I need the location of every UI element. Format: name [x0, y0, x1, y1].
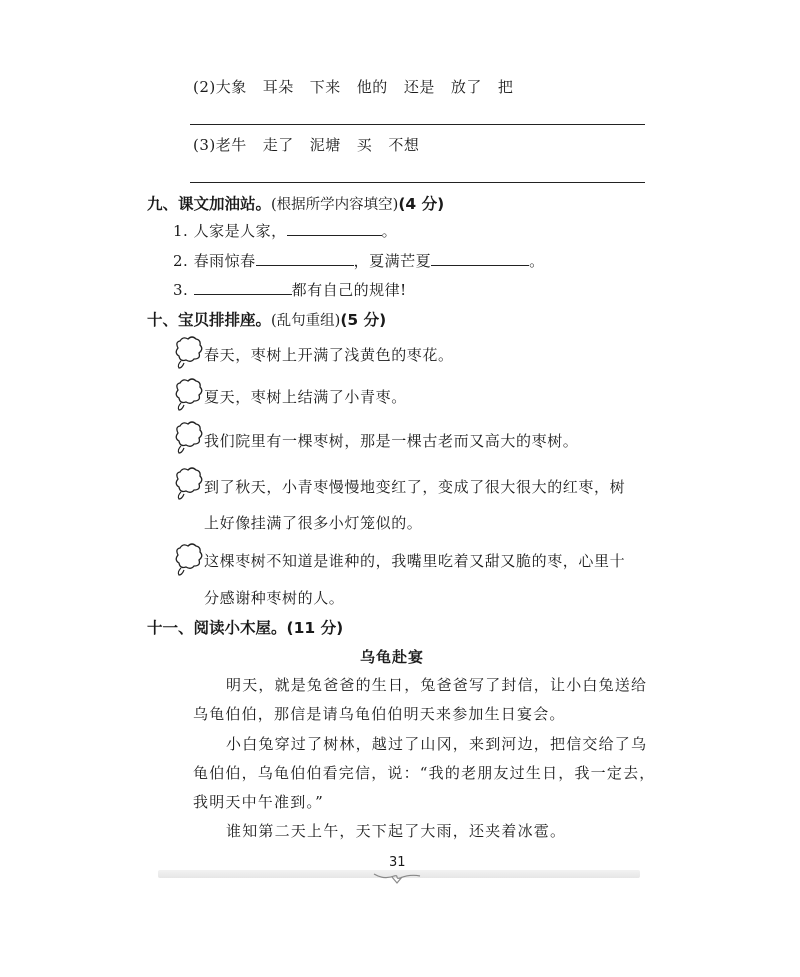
section-title: 十、宝贝排排座。	[147, 311, 272, 329]
story-line: 谁知第二天上午，天下起了大雨，还夹着冰雹。	[226, 822, 567, 840]
item-text: 2. 春雨惊春	[173, 252, 256, 270]
item-text: 。	[381, 222, 398, 240]
question-2	[193, 76, 529, 97]
section-9-heading	[147, 192, 444, 214]
word: 走了	[262, 136, 294, 154]
page-ornament-icon	[372, 870, 422, 884]
sentence-text: 这棵枣树不知道是谁种的，我嘴里吃着又甜又脆的枣，心里十	[204, 552, 626, 570]
word: 买	[356, 136, 373, 154]
word: 老牛	[215, 136, 247, 154]
word: 泥塘	[309, 136, 341, 154]
word: 耳朵	[262, 78, 294, 96]
story-line: 龟伯伯，乌龟伯伯看完信，说：“我的老朋友过生日，我一定去，	[193, 764, 656, 782]
sentence-text: 到了秋天，小青枣慢慢地变红了，变成了很大很大的红枣，树	[204, 478, 626, 496]
sentence-text: 春天，枣树上开满了浅黄色的枣花。	[204, 346, 454, 364]
sentence-text: 上好像挂满了很多小灯笼似的。	[204, 514, 423, 532]
section-score: (4 分)	[398, 195, 445, 213]
page-number: 31	[389, 855, 406, 870]
question-number: (3)	[193, 136, 216, 154]
word: 还是	[403, 78, 435, 96]
scramble-sentence	[204, 476, 625, 497]
fill-blank[interactable]	[431, 251, 529, 266]
item-text: 3.	[173, 281, 194, 299]
word: 放了	[450, 78, 482, 96]
cloud-bubble-icon[interactable]	[172, 335, 204, 369]
fill-blank[interactable]	[194, 280, 292, 295]
cloud-bubble-icon[interactable]	[172, 466, 204, 500]
scramble-sentence-continued	[204, 512, 422, 533]
answer-line[interactable]	[190, 124, 645, 125]
question-3	[193, 134, 435, 155]
story-line: 明天，就是兔爸爸的生日，兔爸爸写了封信，让小白兔送给	[226, 676, 648, 694]
item-text: ，夏满芒夏	[353, 252, 432, 270]
story-title: 乌龟赴宴	[360, 648, 425, 666]
section-11-heading	[147, 616, 343, 638]
cloud-bubble-icon[interactable]	[172, 420, 204, 454]
item-text: 都有自己的规律!	[291, 281, 407, 299]
word: 把	[497, 78, 514, 96]
scramble-sentence	[204, 386, 407, 407]
section-title: 十一、阅读小木屋。	[147, 619, 287, 637]
sentence-text: 我们院里有一棵枣树，那是一棵古老而又高大的枣树。	[204, 432, 579, 450]
section-score: (5 分)	[340, 311, 387, 329]
scramble-sentence	[204, 430, 578, 451]
fill-item-1	[173, 220, 397, 241]
word: 不想	[388, 136, 420, 154]
word: 大象	[215, 78, 247, 96]
item-text: 1. 人家是人家，	[173, 222, 287, 240]
section-title: 九、课文加油站。	[147, 195, 272, 213]
cloud-bubble-icon[interactable]	[172, 542, 204, 576]
sentence-text: 夏天，枣树上结满了小青枣。	[204, 388, 407, 406]
story-line: 乌龟伯伯，那信是请乌龟伯伯明天来参加生日宴会。	[193, 705, 566, 723]
word: 他的	[356, 78, 388, 96]
question-number: (2)	[193, 78, 216, 96]
word: 下来	[309, 78, 341, 96]
fill-blank[interactable]	[256, 251, 354, 266]
scramble-sentence	[204, 550, 625, 571]
section-note: (乱句重组)	[271, 313, 341, 329]
fill-item-2	[173, 250, 545, 271]
fill-item-3	[173, 279, 407, 300]
cloud-bubble-icon[interactable]	[172, 377, 204, 411]
scramble-sentence	[204, 344, 454, 365]
sentence-text: 分感谢种枣树的人。	[204, 589, 345, 607]
story-line: 小白兔穿过了树林，越过了山冈，来到河边，把信交给了乌	[226, 735, 648, 753]
section-score: (11 分)	[286, 619, 344, 637]
answer-line[interactable]	[190, 182, 645, 183]
section-10-heading	[147, 308, 386, 330]
story-line: 我明天中午准到。”	[193, 793, 324, 811]
fill-blank[interactable]	[287, 221, 382, 236]
section-note: (根据所学内容填空)	[271, 197, 399, 213]
item-text: 。	[529, 252, 545, 270]
scramble-sentence-continued	[204, 587, 344, 608]
